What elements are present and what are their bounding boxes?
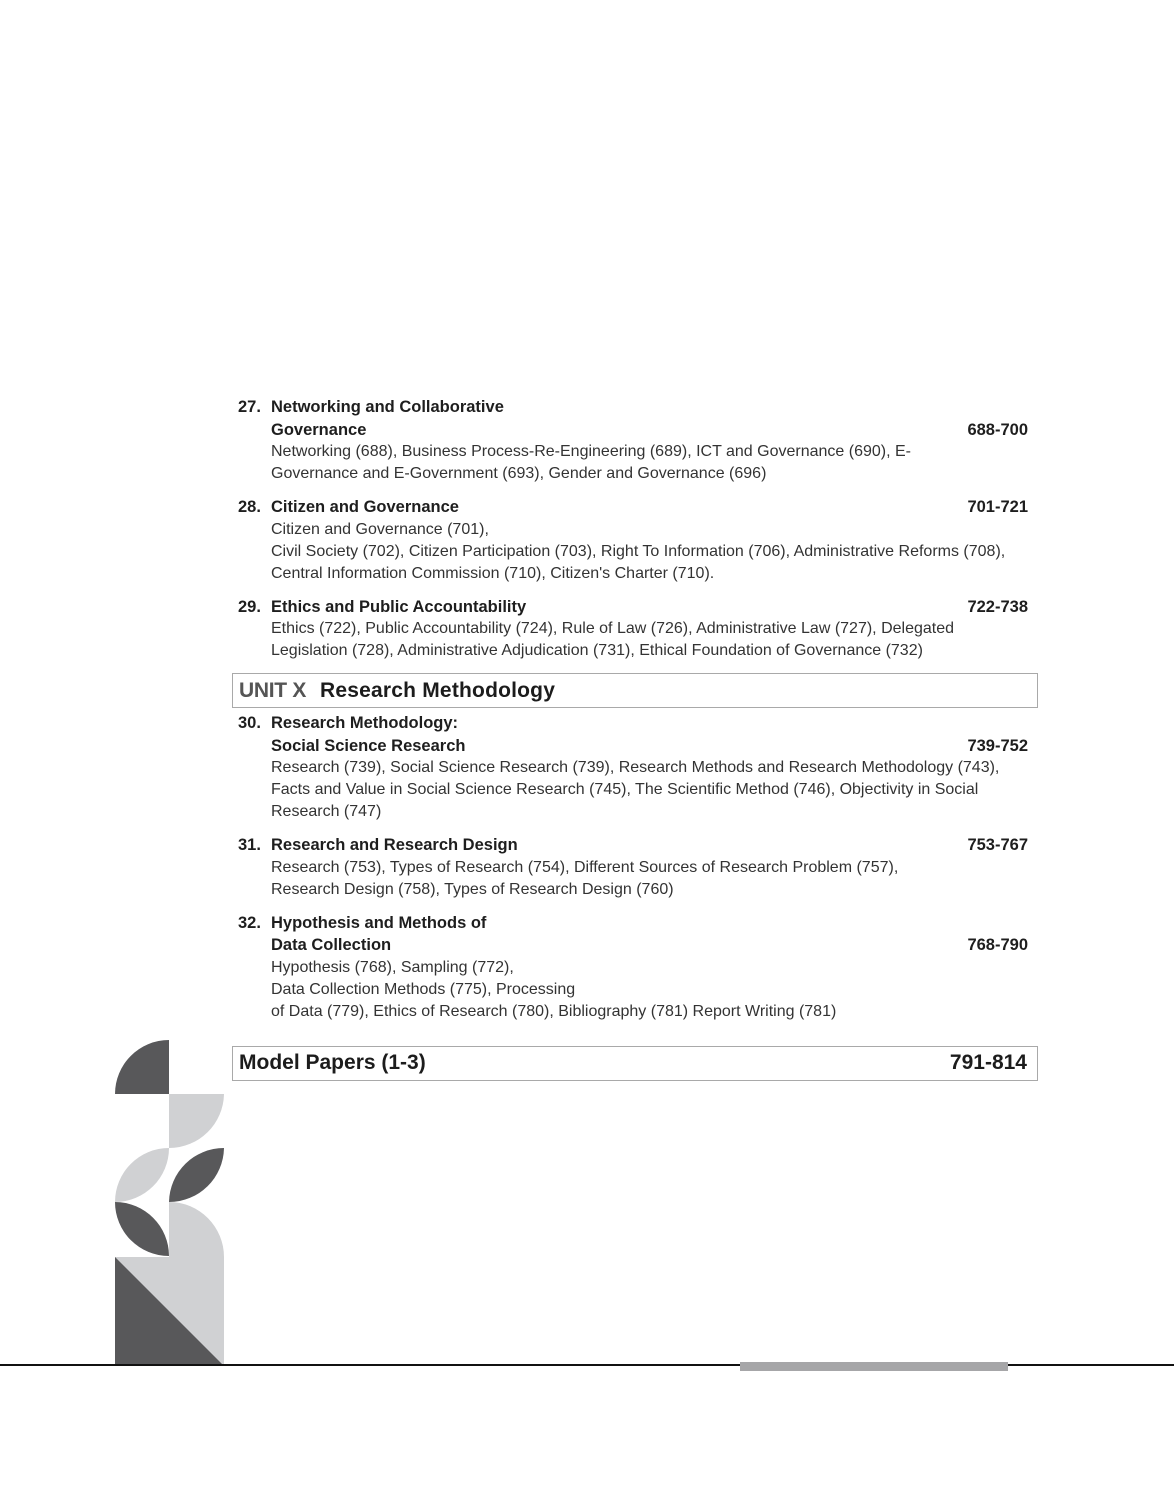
toc-entry-29 xyxy=(232,596,1038,663)
entry-heading xyxy=(232,396,1038,441)
dark-leaf-shape xyxy=(115,1202,169,1256)
dark-leaf-shape xyxy=(169,1148,224,1202)
entry-number: 29. xyxy=(238,597,261,616)
topics-line: Hypothesis (768), Sampling (772), xyxy=(271,958,514,976)
topics-line: of Data (779), Ethics of Research (780), Bibliography (781) Report Writing (781) xyxy=(271,1002,837,1020)
entry-page-range: 722-738 xyxy=(967,597,1028,616)
entry-topics-rest: Civil Society (702), Citizen Participation (703), Right To Information (706), Administrative Reforms (708), Central Information Commission (710), Citizen's Charter (710). xyxy=(271,542,1006,582)
light-leaf-shape xyxy=(115,1148,169,1202)
entry-page-range: 739-752 xyxy=(967,736,1028,755)
entry-number: 30. xyxy=(238,714,261,732)
dark-quarter-circle-shape xyxy=(115,1040,169,1094)
entry-heading xyxy=(232,834,1038,857)
entry-page-range: 701-721 xyxy=(967,498,1028,516)
unit-header xyxy=(232,673,1038,708)
unit-label: UNIT X xyxy=(239,678,307,702)
entry-title: Research Methodology: xyxy=(271,714,459,732)
entry-page-range: 688-700 xyxy=(967,420,1028,439)
toc-entry-28 xyxy=(232,496,1038,585)
entry-title: Ethics and Public Accountability xyxy=(271,597,527,616)
entry-title: Hypothesis and Methods of xyxy=(271,913,487,932)
entry-topics: Networking (688), Business Process-Re-Engineering (689), ICT and Governance (690), E-Governance and E-Government (693), Gender and Governance (696) xyxy=(271,443,911,482)
entry-page-range: 753-767 xyxy=(967,836,1028,854)
unit-title: Research Methodology xyxy=(320,678,556,702)
light-quarter-circle-shape xyxy=(169,1202,224,1257)
model-papers-row xyxy=(232,1046,1038,1081)
entry-title: Social Science Research xyxy=(271,736,466,755)
entry-title: Networking and Collaborative xyxy=(271,398,504,416)
entry-heading xyxy=(232,712,1038,757)
entry-title: Citizen and Governance xyxy=(271,498,459,516)
entry-topics: Research (739), Social Science Research (739), Research Methods and Research Methodology (743), Facts and Value in Social Science Research (745), The Scientific Method (746), Objectivity in Social Research (747) xyxy=(271,759,1000,820)
entry-topics: Research (753), Types of Research (754), Different Sources of Research Problem (757), Research Design (758), Types of Research Design (760) xyxy=(271,858,899,898)
footer-accent-bar xyxy=(740,1362,1008,1371)
entry-page-range: 768-790 xyxy=(967,936,1028,954)
entry-topics: Ethics (722), Public Accountability (724), Rule of Law (726), Administrative Law (727), Delegated Legislation (728), Administrative Adjudication (731), Ethical Foundation of Governance (732) xyxy=(271,620,955,659)
toc-entry-31 xyxy=(232,834,1038,901)
entry-number: 31. xyxy=(238,836,261,854)
entry-title: Research and Research Design xyxy=(271,836,518,854)
entry-number: 27. xyxy=(238,398,261,416)
toc-entry-30 xyxy=(232,712,1038,823)
model-papers-label: Model Papers (1-3) xyxy=(239,1051,426,1074)
entry-topics: Citizen and Governance (701), Civil Society (702), Citizen Participation (703), Right To Information (706), Administrative Reforms (708), Central Information Commission (710), Citizen's Charter (710). xyxy=(232,519,1038,585)
decorative-shapes-graphic xyxy=(115,1040,224,1366)
table-of-contents xyxy=(232,396,1038,1081)
toc-entry-27 xyxy=(232,396,1038,485)
model-papers-pages: 791-814 xyxy=(949,1051,1027,1074)
topics-line: Data Collection Methods (775), Processing xyxy=(271,980,576,998)
entry-heading xyxy=(232,496,1038,519)
toc-entry-32 xyxy=(232,912,1038,1023)
entry-heading xyxy=(232,912,1038,957)
entry-number: 32. xyxy=(238,913,261,932)
light-quarter-circle-shape xyxy=(169,1094,224,1148)
entry-number: 28. xyxy=(238,498,261,516)
entry-heading xyxy=(232,596,1038,619)
entry-topics xyxy=(232,957,1038,1023)
entry-title: Governance xyxy=(271,420,367,439)
entry-title: Data Collection xyxy=(271,936,392,954)
